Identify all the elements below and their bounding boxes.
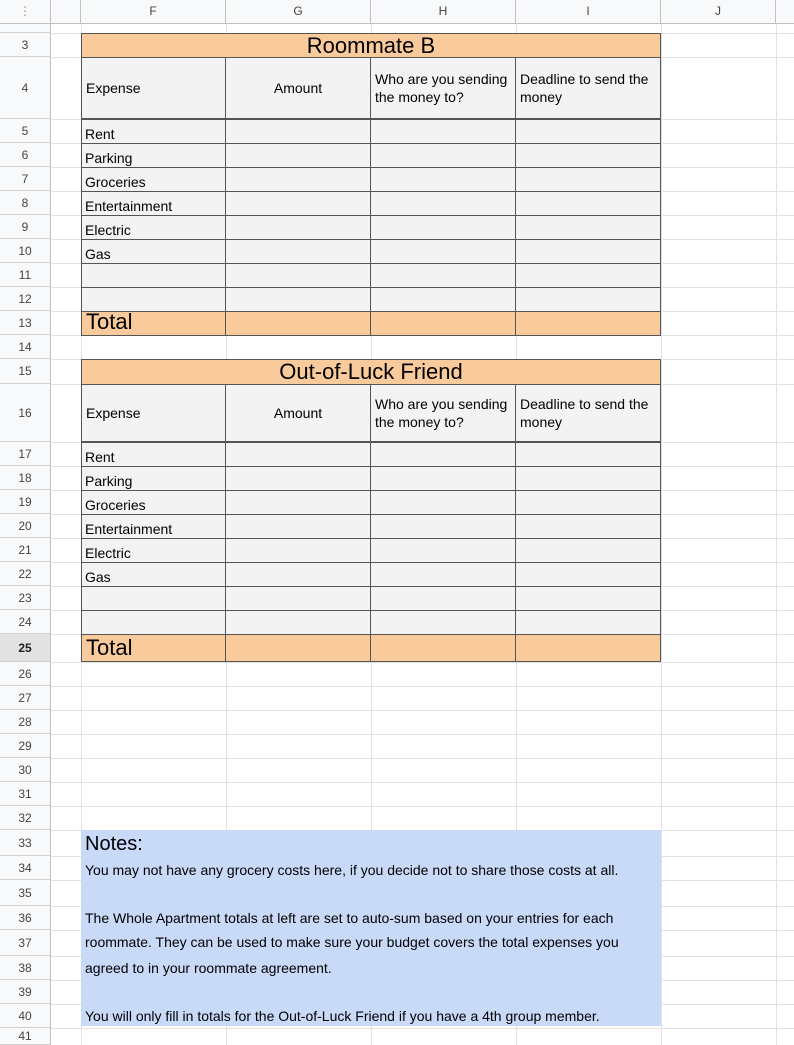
notes-title: Notes:: [85, 833, 143, 855]
row-header-23[interactable]: 23: [0, 586, 51, 610]
table-friend-row-expense-cell[interactable]: Gas: [81, 562, 226, 587]
table-b-total-recipient[interactable]: [370, 311, 516, 336]
table-b-row-expense-cell[interactable]: Entertainment: [81, 191, 226, 216]
row-header-35[interactable]: 35: [0, 880, 51, 906]
table-b-row-amount-cell[interactable]: [225, 215, 371, 240]
table-b-row-expense-cell[interactable]: Gas: [81, 239, 226, 264]
row-header-31[interactable]: 31: [0, 782, 51, 806]
table-b-row-recipient-cell[interactable]: [370, 287, 516, 312]
table-friend-row-deadline-cell[interactable]: [515, 562, 661, 587]
table-friend-row-expense-cell[interactable]: Parking: [81, 466, 226, 491]
table-b-header-recipient[interactable]: Who are you sending the money to?: [370, 57, 516, 119]
table-b-row-amount-cell[interactable]: [225, 287, 371, 312]
table-friend-header-amount[interactable]: Amount: [225, 384, 371, 442]
note-line-3: roommate. They can be used to make sure your budget covers the total expenses you: [85, 934, 619, 950]
table-friend-row-amount-cell[interactable]: [225, 490, 371, 515]
table-friend-total-recipient[interactable]: [370, 634, 516, 662]
note-line-4: agreed to in your roommate agreement.: [85, 960, 332, 976]
gridline-row: [51, 710, 794, 711]
table-friend-row-expense-cell[interactable]: [81, 586, 226, 611]
row-header-6[interactable]: 6: [0, 143, 51, 167]
column-header-bar: [0, 0, 794, 24]
row-header-11[interactable]: 11: [0, 263, 51, 287]
note-line-5: You will only fill in totals for the Out-of-Luck Friend if you have a 4th group member.: [85, 1008, 600, 1024]
table-friend-row-deadline-cell[interactable]: [515, 466, 661, 491]
table-b-header-amount[interactable]: Amount: [225, 57, 371, 119]
row-header-24[interactable]: 24: [0, 610, 51, 634]
row-header-36[interactable]: 36: [0, 906, 51, 930]
row-header-39[interactable]: 39: [0, 980, 51, 1004]
table-friend-row-recipient-cell[interactable]: [370, 610, 516, 635]
row-header-25[interactable]: 25: [0, 634, 51, 662]
table-b-row-amount-cell[interactable]: [225, 239, 371, 264]
notes-block[interactable]: [81, 830, 661, 1026]
row-header-13[interactable]: 13: [0, 311, 51, 335]
table-b-row-deadline-cell[interactable]: [515, 167, 661, 192]
table-friend-row-amount-cell[interactable]: [225, 538, 371, 563]
table-friend-total-deadline[interactable]: [515, 634, 661, 662]
table-b-row-expense-cell[interactable]: Electric: [81, 215, 226, 240]
table-friend-row-expense-cell[interactable]: Electric: [81, 538, 226, 563]
row-header-18[interactable]: 18: [0, 466, 51, 490]
table-friend-row-amount-cell[interactable]: [225, 562, 371, 587]
table-b-row-recipient-cell[interactable]: [370, 215, 516, 240]
table-friend-row-expense-cell[interactable]: Entertainment: [81, 514, 226, 539]
table-friend-total-label[interactable]: Total: [81, 634, 226, 662]
table-friend-row-deadline-cell[interactable]: [515, 538, 661, 563]
table-friend-header-deadline[interactable]: Deadline to send the money: [515, 384, 661, 442]
row-header-3[interactable]: 3: [0, 33, 51, 57]
column-header-i[interactable]: I: [516, 0, 661, 23]
note-line-1: You may not have any grocery costs here, if you decide not to share those costs at all.: [85, 862, 619, 878]
column-header-g[interactable]: G: [226, 0, 371, 23]
table-b-header-expense[interactable]: Expense: [81, 57, 226, 119]
gridline-column: [661, 24, 662, 1045]
table-friend-row-recipient-cell[interactable]: [370, 562, 516, 587]
row-header-16[interactable]: 16: [0, 384, 51, 442]
gridline-row: [51, 806, 794, 807]
gridline-row: [51, 662, 794, 663]
table-b-row-deadline-cell[interactable]: [515, 263, 661, 288]
gridline-column: [776, 24, 777, 1045]
row-header-29[interactable]: 29: [0, 734, 51, 758]
column-header-j[interactable]: J: [661, 0, 776, 23]
table-b-row-recipient-cell[interactable]: [370, 143, 516, 168]
row-header-20[interactable]: 20: [0, 514, 51, 538]
table-friend-row-amount-cell[interactable]: [225, 586, 371, 611]
gridline-row: [51, 758, 794, 759]
row-header-33[interactable]: 33: [0, 830, 51, 856]
table-friend-row-deadline-cell[interactable]: [515, 514, 661, 539]
table-friend-row-amount-cell[interactable]: [225, 442, 371, 467]
row-header-41[interactable]: 41: [0, 1028, 51, 1045]
table-b-row-amount-cell[interactable]: [225, 191, 371, 216]
table-friend-row-deadline-cell[interactable]: [515, 490, 661, 515]
table-b-row-amount-cell[interactable]: [225, 119, 371, 144]
table-b-row-recipient-cell[interactable]: [370, 239, 516, 264]
table-b-row-deadline-cell[interactable]: [515, 119, 661, 144]
column-header-hidden[interactable]: [51, 0, 81, 23]
table-friend-row-recipient-cell[interactable]: [370, 514, 516, 539]
table-friend-row-deadline-cell[interactable]: [515, 610, 661, 635]
row-header-37[interactable]: 37: [0, 930, 51, 956]
table-b-row-deadline-cell[interactable]: [515, 239, 661, 264]
table-friend-row-recipient-cell[interactable]: [370, 442, 516, 467]
row-header-12[interactable]: 12: [0, 287, 51, 311]
table-b-title[interactable]: Roommate B: [81, 33, 661, 58]
table-friend-row-recipient-cell[interactable]: [370, 586, 516, 611]
table-b-total-deadline[interactable]: [515, 311, 661, 336]
row-header-9[interactable]: 9: [0, 215, 51, 239]
select-all-corner[interactable]: [0, 0, 51, 23]
row-header-22[interactable]: 22: [0, 562, 51, 586]
row-header-17[interactable]: 17: [0, 442, 51, 466]
table-b-total-amount[interactable]: [225, 311, 371, 336]
table-friend-row-expense-cell[interactable]: Rent: [81, 442, 226, 467]
table-b-row-deadline-cell[interactable]: [515, 191, 661, 216]
column-header-h[interactable]: H: [371, 0, 516, 23]
table-friend-title[interactable]: Out-of-Luck Friend: [81, 359, 661, 385]
table-b-row-amount-cell[interactable]: [225, 143, 371, 168]
gridline-row: [51, 734, 794, 735]
gridline-row: [51, 782, 794, 783]
table-b-row-deadline-cell[interactable]: [515, 143, 661, 168]
table-b-row-deadline-cell[interactable]: [515, 287, 661, 312]
row-header-4[interactable]: 4: [0, 57, 51, 119]
table-friend-row-expense-cell[interactable]: Groceries: [81, 490, 226, 515]
note-line-2: The Whole Apartment totals at left are set to auto-sum based on your entries for each: [85, 910, 614, 926]
table-b-row-expense-cell[interactable]: Rent: [81, 119, 226, 144]
column-header-k[interactable]: [776, 0, 794, 23]
drag-handle-icon: ⋮: [19, 4, 31, 18]
gridline-row: [51, 686, 794, 687]
row-header-5[interactable]: 5: [0, 119, 51, 143]
row-header-8[interactable]: 8: [0, 191, 51, 215]
row-header-7[interactable]: 7: [0, 167, 51, 191]
table-b-row-expense-cell[interactable]: [81, 263, 226, 288]
table-friend-row-recipient-cell[interactable]: [370, 466, 516, 491]
row-header-32[interactable]: 32: [0, 806, 51, 830]
table-b-row-recipient-cell[interactable]: [370, 167, 516, 192]
row-header-21[interactable]: 21: [0, 538, 51, 562]
table-friend-row-recipient-cell[interactable]: [370, 538, 516, 563]
table-friend-row-amount-cell[interactable]: [225, 610, 371, 635]
row-header-28[interactable]: 28: [0, 710, 51, 734]
table-friend-row-amount-cell[interactable]: [225, 466, 371, 491]
table-friend-total-amount[interactable]: [225, 634, 371, 662]
row-header-38[interactable]: 38: [0, 956, 51, 980]
table-b-row-amount-cell[interactable]: [225, 263, 371, 288]
row-header-14[interactable]: 14: [0, 335, 51, 359]
row-header-40[interactable]: 40: [0, 1004, 51, 1028]
table-b-header-deadline[interactable]: Deadline to send the money: [515, 57, 661, 119]
row-header-34[interactable]: 34: [0, 856, 51, 880]
table-b-row-recipient-cell[interactable]: [370, 119, 516, 144]
table-friend-header-recipient[interactable]: Who are you sending the money to?: [370, 384, 516, 442]
row-header-30[interactable]: 30: [0, 758, 51, 782]
row-header-19[interactable]: 19: [0, 490, 51, 514]
table-b-total-label[interactable]: Total: [81, 311, 226, 336]
table-b-row-recipient-cell[interactable]: [370, 263, 516, 288]
row-header-26[interactable]: 26: [0, 662, 51, 686]
table-friend-row-amount-cell[interactable]: [225, 514, 371, 539]
table-friend-row-recipient-cell[interactable]: [370, 490, 516, 515]
table-friend-row-expense-cell[interactable]: [81, 610, 226, 635]
table-b-row-amount-cell[interactable]: [225, 167, 371, 192]
table-b-row-expense-cell[interactable]: Groceries: [81, 167, 226, 192]
table-b-row-deadline-cell[interactable]: [515, 215, 661, 240]
table-b-row-recipient-cell[interactable]: [370, 191, 516, 216]
row-header-partial[interactable]: [0, 24, 51, 33]
gridline-row: [51, 1028, 794, 1029]
row-header-15[interactable]: 15: [0, 359, 51, 384]
table-friend-header-expense[interactable]: Expense: [81, 384, 226, 442]
row-header-27[interactable]: 27: [0, 686, 51, 710]
row-header-10[interactable]: 10: [0, 239, 51, 263]
table-friend-row-deadline-cell[interactable]: [515, 586, 661, 611]
table-b-row-expense-cell[interactable]: Parking: [81, 143, 226, 168]
table-friend-row-deadline-cell[interactable]: [515, 442, 661, 467]
column-header-f[interactable]: F: [81, 0, 226, 23]
